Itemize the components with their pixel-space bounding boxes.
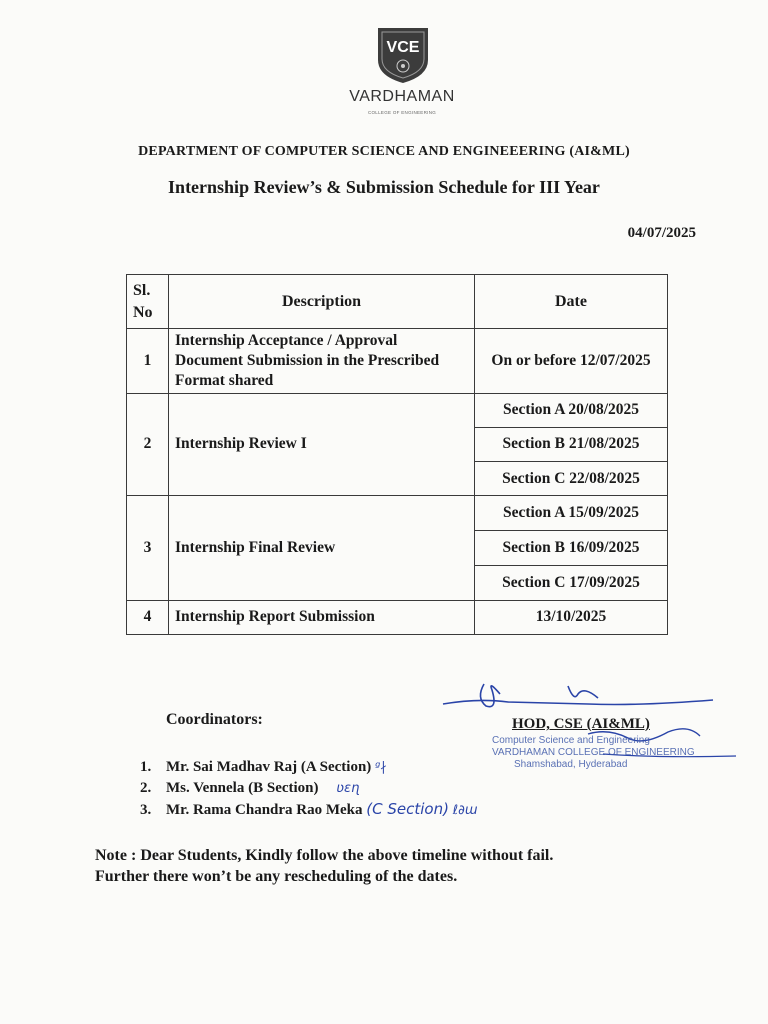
row-sl: 3 bbox=[127, 496, 169, 601]
logo-subtitle: COLLEGE OF ENGINEERING bbox=[367, 110, 437, 115]
row-date: Section C 22/08/2025 bbox=[475, 462, 668, 496]
coordinators-list bbox=[140, 757, 477, 821]
row-description: Internship Report Submission bbox=[169, 600, 475, 634]
handwritten-section: (C Section) bbox=[366, 800, 449, 818]
row-date: Section B 21/08/2025 bbox=[475, 427, 668, 461]
list-item: 3. Mr. Rama Chandra Rao Meka (C Section) ℓ∂ɯ bbox=[140, 800, 478, 818]
row-date: Section B 16/09/2025 bbox=[475, 531, 668, 565]
header-sl-no: Sl. No bbox=[127, 275, 169, 329]
document-title: Internship Review’s & Submission Schedule for III Year bbox=[168, 177, 600, 197]
table-row bbox=[127, 496, 668, 531]
initials-signature: ℓ∂ɯ bbox=[452, 803, 478, 818]
row-date: Section C 17/09/2025 bbox=[475, 565, 668, 600]
hod-label: HOD, CSE (AI&ML) bbox=[512, 716, 650, 732]
document-date: 04/07/2025 bbox=[627, 225, 696, 241]
row-sl: 2 bbox=[127, 393, 169, 496]
note-text bbox=[95, 845, 695, 887]
initials-signature: ʋɛɳ bbox=[336, 781, 360, 796]
header-description: Description bbox=[169, 275, 475, 329]
row-description: Internship Acceptance / Approval Document Submission in the Prescribed Format shared bbox=[169, 329, 475, 393]
stamp-line: Computer Science and Engineering bbox=[492, 735, 650, 746]
list-item: 2. Ms. Vennela (B Section) ʋɛɳ bbox=[140, 780, 360, 796]
row-description: Internship Review I bbox=[169, 393, 475, 496]
row-date: Section A 15/09/2025 bbox=[475, 496, 668, 531]
table-row bbox=[127, 393, 668, 427]
row-date: Section A 20/08/2025 bbox=[475, 393, 668, 427]
table-row bbox=[127, 329, 668, 393]
schedule-table bbox=[126, 274, 668, 635]
department-heading: DEPARTMENT OF COMPUTER SCIENCE AND ENGINEEERING (AI&ML) bbox=[138, 144, 630, 159]
college-logo bbox=[340, 24, 464, 124]
hod-stamp bbox=[492, 735, 695, 771]
row-description: Internship Final Review bbox=[169, 496, 475, 601]
note-line: Further there won’t be any rescheduling of the dates. bbox=[95, 868, 458, 885]
row-date: On or before 12/07/2025 bbox=[475, 329, 668, 393]
stamp-line: VARDHAMAN COLLEGE OF ENGINEERING bbox=[492, 747, 695, 758]
table-header-row bbox=[127, 275, 668, 329]
stamp-line: Shamshabad, Hyderabad bbox=[514, 759, 628, 770]
row-sl: 1 bbox=[127, 329, 169, 393]
logo-name: VARDHAMAN bbox=[349, 88, 455, 105]
coordinators-heading: Coordinators: bbox=[166, 711, 263, 728]
header-date: Date bbox=[475, 275, 668, 329]
table-row bbox=[127, 600, 668, 634]
initials-signature: ᵍ∤ bbox=[375, 760, 387, 775]
row-date: 13/10/2025 bbox=[475, 600, 668, 634]
logo-monogram: VCE bbox=[386, 39, 420, 56]
list-item: 1. Mr. Sai Madhav Raj (A Section) ᵍ∤ bbox=[140, 759, 387, 775]
note-line: Note : Dear Students, Kindly follow the above timeline without fail. bbox=[95, 847, 554, 864]
shield-emblem-icon bbox=[376, 26, 430, 84]
row-sl: 4 bbox=[127, 600, 169, 634]
